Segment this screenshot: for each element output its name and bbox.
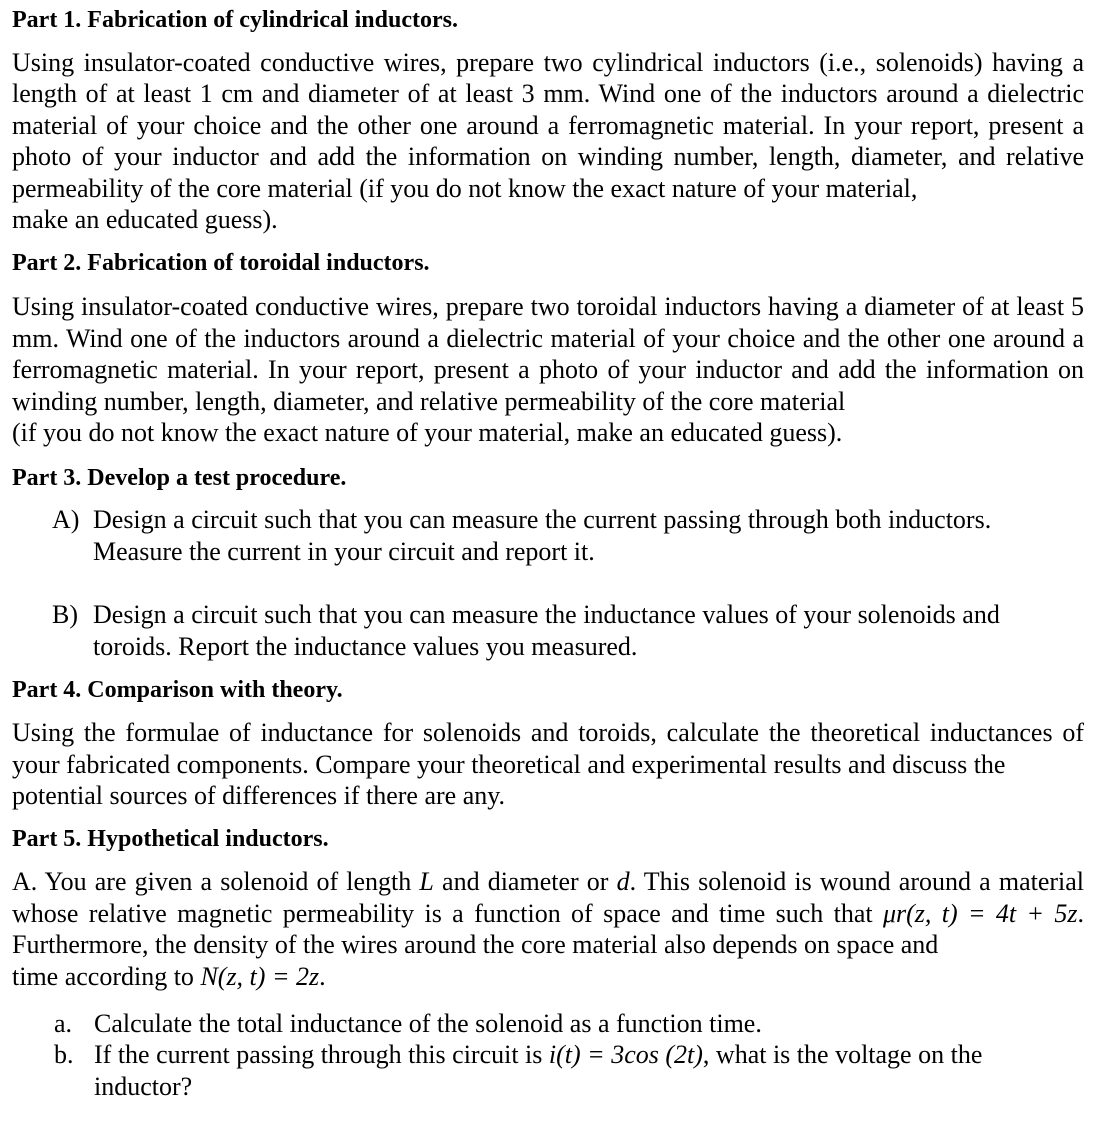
part2-line-2: least 5 mm. Wind one of the inductors around a dielectric material of your choice and the other [12,292,1084,353]
part3-item-b-label: B) [52,600,78,630]
part2-line-3: one around a ferromagnetic material. In your report, present a photo of your inductor and add the [12,323,1085,385]
part1-line-4: present a photo of your inductor and add the information on winding number, length, diameter, [12,110,1085,172]
part5-a-text: and diameter or [433,867,617,897]
part3-item-b [52,599,1084,662]
part5-a-text: A. You are given a solenoid of length [12,867,420,897]
part5-sub-b-pre: If the current passing through this circuit is [94,1040,549,1070]
part4-line-2: of your fabricated components. Compare your theoretical and experimental results and discuss the [12,718,1084,779]
part5-a-line-4 [12,961,1084,992]
part2-line-5: (if you do not know the exact nature of your material, make an educated guess). [12,418,843,448]
part3-item-a-line-2: Measure the current in your circuit and report it. [93,536,595,566]
part4-line-1: Using the formulae of inductance for solenoids and toroids, calculate the theoretical inductances [12,718,1053,748]
part5-sub-b [54,1039,1084,1102]
part2-line-1: Using insulator-coated conductive wires, prepare two toroidal inductors having a diameter of at [12,292,1010,322]
part5-sub-b-post: , what is the voltage on the [702,1040,983,1070]
equation-N: N(z, t) = 2z [200,961,320,991]
part5-sub-a-label: a. [54,1008,73,1038]
equation-mu: μr(z, t) = [882,898,986,928]
part5-sub-a [54,1008,1084,1039]
part5-sub-a-text: Calculate the total inductance of the solenoid as a function time. [94,1008,762,1038]
part5-sub-b-cont: inductor? [94,1071,193,1101]
part1-paragraph [12,47,1084,235]
part5-a-text: . This solenoid is wound around a [629,867,991,897]
part3-heading: Part 3. Develop a test procedure. [12,465,347,492]
part2-paragraph [12,291,1084,448]
part1-line-2: a length of at least 1 cm and diameter of at least 3 mm. Wind one of the inductors around a [12,48,1085,109]
part1-line-5: and relative permeability of the core material (if you do not know the exact nature of your material, [12,142,1085,203]
part3-item-a [52,504,1084,567]
equation-mu-rhs: 4t + 5z [995,898,1078,928]
part5-heading: Part 5. Hypothetical inductors. [12,826,329,853]
part4-paragraph [12,717,1084,811]
part5-a-text: time according to [12,961,201,991]
part4-heading: Part 4. Comparison with theory. [12,677,343,704]
part1-line-1: Using insulator-coated conductive wires, prepare two cylindrical inductors (i.e., solenoids) having [12,48,1063,77]
part5-a-text: . Furthermore, the density of the wires around the core material also depends on space and [12,898,1084,960]
equation-current: i(t) = 3cos (2t) [548,1040,703,1070]
var-L: L [419,867,434,897]
part2-line-4: information on winding number, length, diameter, and relative permeability of the core material [12,355,1084,416]
part1-line-3: dielectric material of your choice and the other one around a ferromagnetic material. In your report, [12,79,1085,140]
part3-item-b-line-1: Design a circuit such that you can measure the inductance values of your solenoids and [93,600,1000,630]
part2-heading: Part 2. Fabrication of toroidal inductors. [12,250,430,277]
part1-heading: Part 1. Fabrication of cylindrical inductors. [12,7,458,33]
part4-line-3: potential sources of differences if there are any. [12,780,506,810]
document [12,6,1084,1102]
var-d: d [616,867,630,897]
part5-paragraph-a [12,866,1084,992]
part3-item-a-label: A) [52,505,80,535]
part3-item-a-line-1: Design a circuit such that you can measure the current passing through both inductors. [93,505,992,535]
part5-a-text: material whose relative magnetic permeability is a function of space and time such that [12,867,1085,928]
part1-line-6: make an educated guess). [12,205,278,235]
part5-a-text: . [319,961,326,991]
part5-sub-b-label: b. [54,1040,74,1070]
part3-item-b-line-2: toroids. Report the inductance values you measured. [93,631,638,661]
